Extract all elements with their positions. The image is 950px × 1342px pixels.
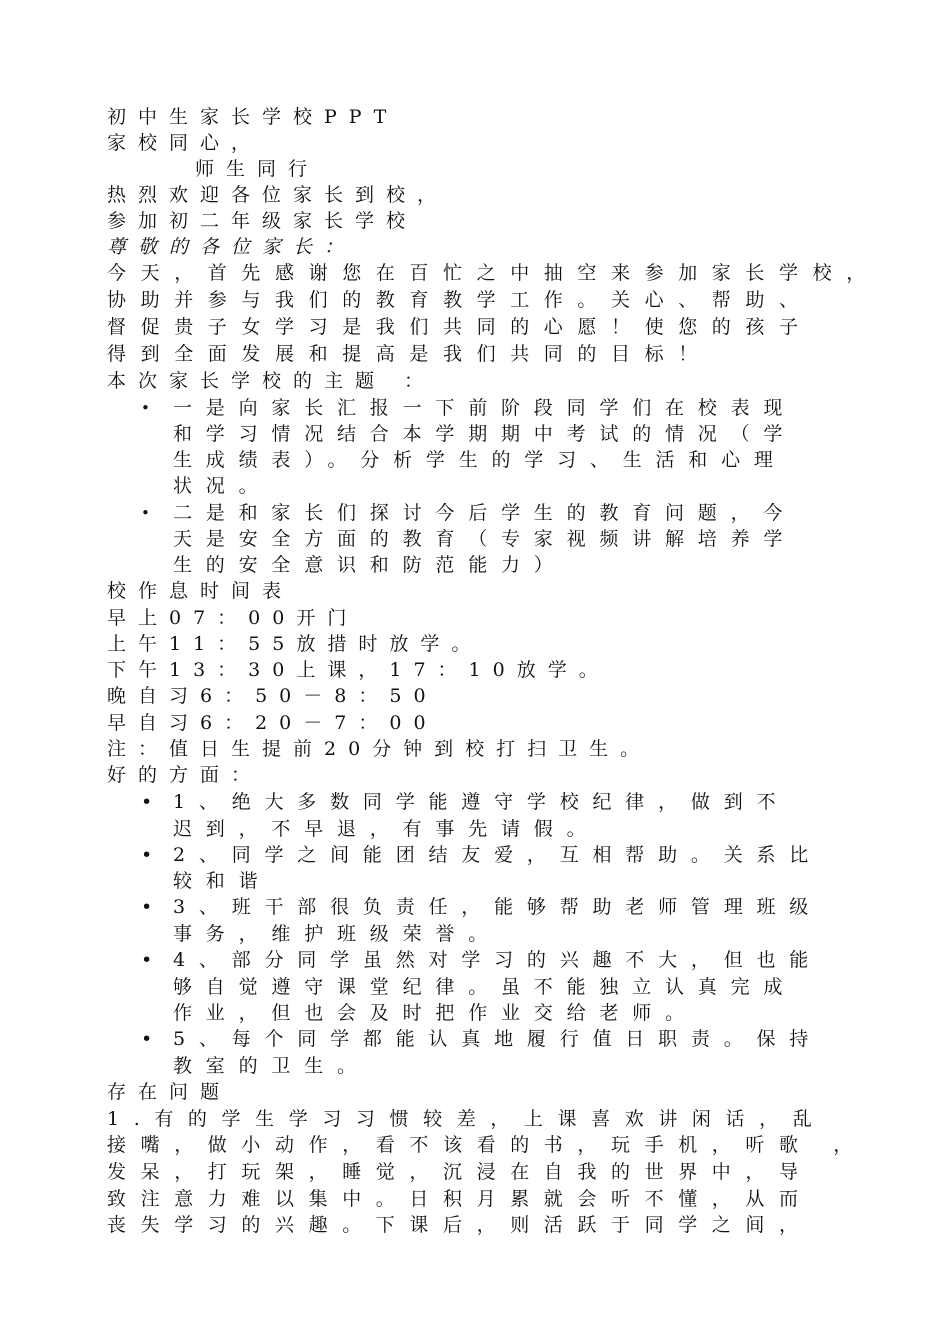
schedule-note: 注：值日生提前20分钟到校打扫卫生。 bbox=[107, 738, 652, 760]
schedule-line: 早自习6：20－7：00 bbox=[107, 712, 438, 734]
schedule-line: 早上07：00开门 bbox=[107, 607, 359, 629]
bullet-icon: • bbox=[141, 1028, 153, 1050]
welcome-line-2: 参加初二年级家长学校 bbox=[107, 210, 418, 232]
good-item-line: 4、部分同学虽然对学习的兴趣不大，但也能 bbox=[173, 949, 823, 971]
problems-line: 致注意力难以集中。日积月累就会听不懂，从而 bbox=[107, 1188, 813, 1210]
good-item-line: 作业，但也会及时把作业交给老师。 bbox=[173, 1002, 698, 1024]
doc-title: 初中生家长学校PPT bbox=[107, 106, 399, 128]
welcome-line-1: 热烈欢迎各位家长到校， bbox=[107, 184, 449, 206]
schedule-heading: 校作息时间表 bbox=[107, 580, 294, 602]
schedule-line: 上午11：55放措时放学。 bbox=[107, 633, 483, 655]
problems-line: 1.有的学生学习习惯较差，上课喜欢讲闲话，乱 bbox=[107, 1108, 827, 1130]
bullet-icon: • bbox=[141, 504, 150, 522]
good-item-line: 1、绝大多数同学能遵守学校纪律，做到不 bbox=[173, 791, 790, 813]
good-item-line: 教室的卫生。 bbox=[173, 1055, 370, 1077]
bullet-icon: • bbox=[141, 844, 153, 866]
problems-line: 丧失学习的兴趣。下课后，则活跃于同学之间， bbox=[107, 1214, 813, 1236]
problems-line: 发呆，打玩架，睡觉，沉浸在自我的世界中，导 bbox=[107, 1161, 813, 1183]
good-item-line: 事务，维护班级荣誉。 bbox=[173, 923, 502, 945]
theme-item-line: 和学习情况结合本学期期中考试的情况（学 bbox=[173, 423, 797, 445]
bullet-icon: • bbox=[141, 949, 153, 971]
bullet-icon: • bbox=[141, 791, 153, 813]
bullet-icon: • bbox=[141, 896, 153, 918]
good-heading: 好的方面： bbox=[107, 764, 263, 786]
theme-heading: 本次家长学校的主题 ： bbox=[107, 370, 436, 392]
greeting: 尊敬的各位家长： bbox=[107, 236, 356, 258]
good-item-line: 5、每个同学都能认真地履行值日职责。保持 bbox=[173, 1028, 823, 1050]
intro-line: 协助并参与我们的教育教学工作。关心、帮助、 bbox=[107, 289, 813, 311]
problems-heading: 存在问题 bbox=[107, 1081, 232, 1103]
slogan-line-2: 师生同行 bbox=[195, 158, 320, 180]
intro-line: 督促贵子女学习是我们共同的心愿！使您的孩子 bbox=[107, 316, 813, 338]
good-item-line: 够自觉遵守课堂纪律。虽不能独立认真完成 bbox=[173, 976, 797, 998]
good-item-line: 2、同学之间能团结友爱，互相帮助。关系比 bbox=[173, 844, 823, 866]
theme-item-line: 生的安全意识和防范能力） bbox=[173, 554, 567, 576]
schedule-line: 下午13：30上课，17：10放学。 bbox=[107, 659, 610, 681]
theme-item-line: 二是和家长们探讨今后学生的教育问题，今 bbox=[173, 502, 797, 524]
good-item-line: 迟到，不早退，有事先请假。 bbox=[173, 818, 600, 840]
theme-item-line: 状况。 bbox=[173, 475, 272, 497]
theme-item-line: 天是安全方面的教育（专家视频讲解培养学 bbox=[173, 528, 797, 550]
bullet-icon: • bbox=[141, 399, 150, 417]
good-item-line: 3、班干部很负责任，能够帮助老师管理班级 bbox=[173, 896, 823, 918]
theme-item-line: 生成绩表）。分析学生的学习、生活和心理 bbox=[173, 449, 787, 471]
good-item-line: 较和谐 bbox=[173, 870, 272, 892]
intro-line: 得到全面发展和提高是我们共同的目标！ bbox=[107, 343, 712, 365]
slogan-line-1: 家校同心， bbox=[107, 132, 263, 154]
schedule-line: 晚自习6：50－8：50 bbox=[107, 685, 438, 707]
theme-item-line: 一是向家长汇报一下前阶段同学们在校表现 bbox=[173, 397, 797, 419]
problems-line: 接嘴，做小动作，看不该看的书，玩手机，听歌 ， bbox=[107, 1134, 867, 1156]
intro-line: 今天，首先感谢您在百忙之中抽空来参加家长学校， bbox=[107, 262, 880, 284]
